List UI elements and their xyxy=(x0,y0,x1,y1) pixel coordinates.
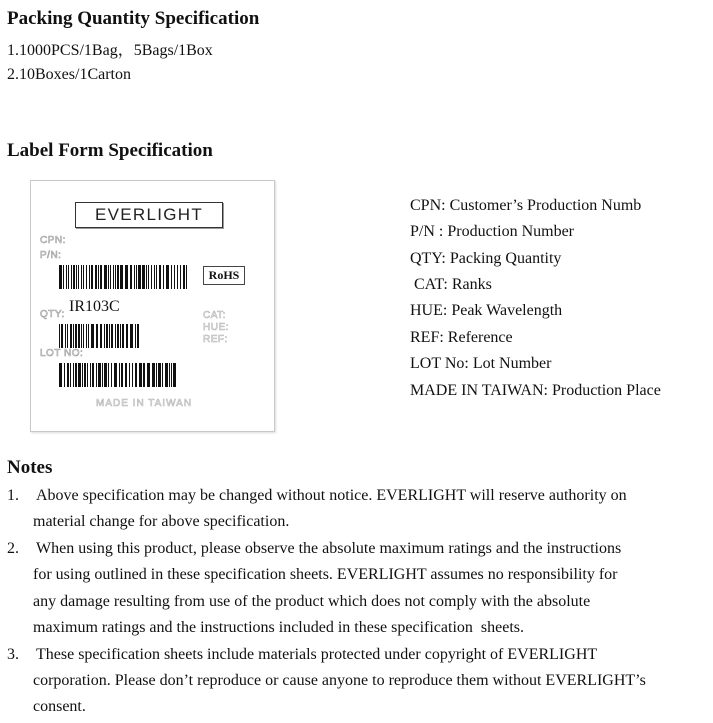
note-2-line-2: for using outlined in these specification sheets. EVERLIGHT assumes no responsibility for xyxy=(33,566,618,583)
legend-lot: LOT No: Lot Number xyxy=(410,355,552,372)
legend-hue: HUE: Peak Wavelength xyxy=(410,302,563,319)
label-ref: REF: xyxy=(203,334,228,345)
legend-made-in: MADE IN TAIWAN: Production Place xyxy=(410,382,661,399)
legend-ref: REF: Reference xyxy=(410,329,513,346)
legend-pn: P/N : Production Number xyxy=(410,223,574,240)
packing-item-1: 1.1000PCS/1Bag，5Bags/1Box xyxy=(7,42,213,59)
packing-item-2: 2.10Boxes/1Carton xyxy=(7,66,131,83)
lot-barcode xyxy=(59,363,179,387)
legend-cpn: CPN: Customer’s Production Numb xyxy=(410,197,642,214)
label-form-title: Label Form Specification xyxy=(7,140,213,161)
note-2-line-3: any damage resulting from use of the product which does not comply with the absolute xyxy=(33,593,591,610)
note-1-line-2: material change for above specification. xyxy=(33,513,290,530)
label-part-number: IR103C xyxy=(69,298,120,315)
label-brand: EVERLIGHT xyxy=(75,202,223,228)
note-2-line-4: maximum ratings and the instructions included in these specification sheets. xyxy=(33,619,524,636)
note-3-line-2: corporation. Please don’t reproduce or cause anyone to reproduce them without EVERLIGHT’s xyxy=(33,672,646,689)
note-2-number: 2. xyxy=(7,540,19,557)
qty-barcode xyxy=(59,324,141,348)
note-3-number: 3. xyxy=(7,646,19,663)
legend-qty: QTY: Packing Quantity xyxy=(410,250,562,267)
label-qty: QTY: xyxy=(40,309,65,320)
note-3-line-1: These specification sheets include materials protected under copyright of EVERLIGHT xyxy=(36,646,598,663)
label-pn: P/N: xyxy=(40,250,62,261)
note-2-line-1: When using this product, please observe the absolute maximum ratings and the instructions xyxy=(36,540,622,557)
rohs-badge: RoHS xyxy=(203,266,245,285)
packing-title: Packing Quantity Specification xyxy=(7,8,260,29)
legend-cat: CAT: Ranks xyxy=(410,276,492,293)
notes-title: Notes xyxy=(7,457,53,478)
label-made-in: MADE IN TAIWAN xyxy=(96,398,193,409)
label-cpn: CPN: xyxy=(40,235,66,246)
label-hue: HUE: xyxy=(203,322,229,333)
label-cat: CAT: xyxy=(203,310,226,321)
pn-barcode xyxy=(59,265,189,289)
note-1-line-1: Above specification may be changed without notice. EVERLIGHT will reserve authority on xyxy=(36,487,627,504)
label-sample xyxy=(30,180,275,432)
label-lot-no: LOT NO: xyxy=(40,348,84,359)
note-3-line-3: consent. xyxy=(33,698,86,715)
note-1-number: 1. xyxy=(7,487,19,504)
